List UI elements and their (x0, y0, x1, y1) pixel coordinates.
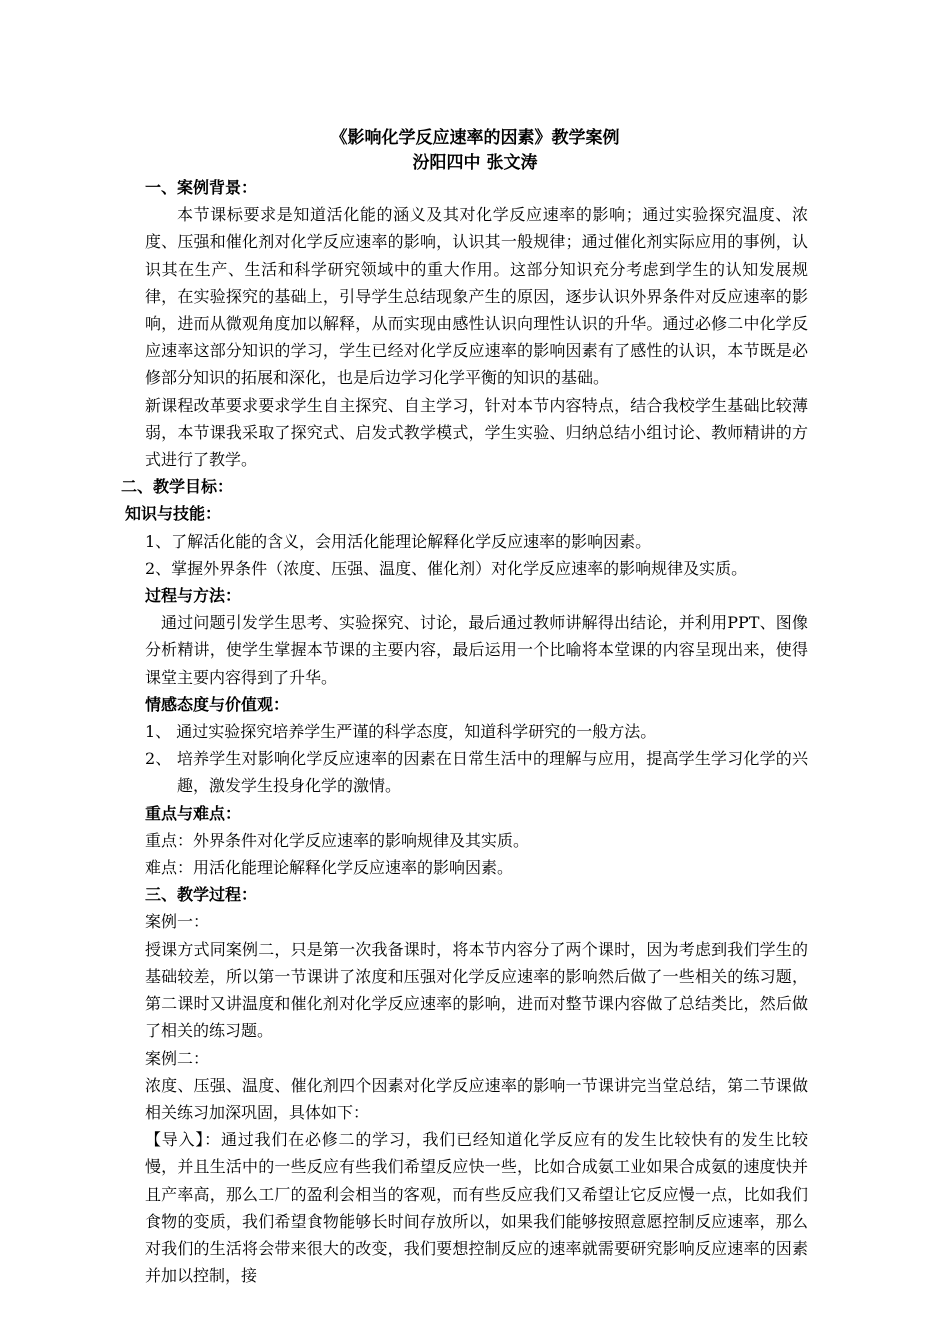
case2-label: 案例二： (145, 1048, 210, 1068)
heading-attitude: 情感态度与价值观： (145, 694, 290, 714)
attitude-item-1: 1、 通过实验探究培养学生严谨的科学态度，知道科学研究的一般方法。 (145, 722, 657, 742)
heading-knowledge: 知识与技能： (125, 504, 222, 524)
attitude-item-2: 2、 培养学生对影响化学反应速率的因素在日常生活中的理解与应用，提高学生学习化学的兴趣，激发学生投身化学的激情。 (145, 749, 808, 796)
knowledge-item-1: 1、了解活化能的含义，会用活化能理论解释化学反应速率的影响因素。 (145, 531, 652, 551)
document-title: 《影响化学反应速率的因素》教学案例 (330, 128, 620, 148)
difficult-point: 难点：用活化能理论解释化学反应速率的影响因素。 (145, 858, 514, 878)
document-author: 汾阳四中 张文涛 (412, 153, 538, 173)
heading-process-method: 过程与方法： (145, 586, 242, 606)
paragraph-intro: 【导入】：通过我们在必修二的学习，我们已经知道化学反应有的发生比较快有的发生比较慢，并且生活中的一些反应有些我们希望反应快一些，比如合成氨工业如果合成氨的速度快并且产率高，那么工厂的盈利会相当的客观，而有些反应我们又希望让它反应慢一点，比如我们食物的变质，我们希望食物能够长时间存放所以，如果我们能够按照意愿控制反应速率，那么对我们的生活将会带来很大的改变，我们要想控制反应的速率就需要研究影响反应速率的因素并加以控制，接 (145, 1130, 808, 1286)
heading-key-points: 重点与难点： (145, 803, 242, 823)
paragraph-background-1: 本节课标要求是知道活化能的涵义及其对化学反应速率的影响；通过实验探究温度、浓度、压强和催化剂对化学反应速率的影响，认识其一般规律；通过催化剂实际应用的事例，认识其在生产、生活和科学研究领域中的重大作用。这部分知识充分考虑到学生的认知发展规律，在实验探究的基础上，引导学生总结现象产生的原因，逐步认识外界条件对反应速率的影响，进而从微观角度加以解释，从而实现由感性认识向理性认识的升华。通过必修二中化学反应速率这部分知识的学习，学生已经对化学反应速率的影响因素有了感性的认识，本节既是必修部分知识的拓展和深化，也是后边学习化学平衡的知识的基础。 (145, 205, 808, 388)
heading-goals: 二、教学目标： (121, 477, 234, 497)
paragraph-case1: 授课方式同案例二，只是第一次我备课时，将本节内容分了两个课时，因为考虑到我们学生的基础较差，所以第一节课讲了浓度和压强对化学反应速率的影响然后做了一些相关的练习题，第二课时又讲温度和催化剂对化学反应速率的影响，进而对整节课内容做了总结类比，然后做了相关的练习题。 (145, 939, 808, 1041)
key-point: 重点：外界条件对化学反应速率的影响规律及其实质。 (145, 830, 530, 850)
case1-label: 案例一： (145, 912, 210, 932)
heading-teaching-process: 三、教学过程： (145, 885, 258, 905)
document-body (121, 174, 808, 1289)
heading-background: 一、案例背景： (145, 178, 258, 197)
paragraph-process-method: 通过问题引发学生思考、实验探究、讨论，最后通过教师讲解得出结论，并利用PPT、图像分析精讲，使学生掌握本节课的主要内容，最后运用一个比喻将本堂课的内容呈现出来，使得课堂主要内容得到了升华。 (145, 613, 808, 687)
knowledge-item-2: 2、掌握外界条件（浓度、压强、温度、催化剂）对化学反应速率的影响规律及实质。 (145, 558, 748, 578)
paragraph-background-2: 新课程改革要求要求学生自主探究、自主学习，针对本节内容特点，结合我校学生基础比较薄弱，本节课我采取了探究式、启发式教学模式，学生实验、归纳总结小组讨论、教师精讲的方式进行了教学。 (145, 395, 808, 470)
paragraph-case2: 浓度、压强、温度、催化剂四个因素对化学反应速率的影响一节课讲完当堂总结，第二节课做相关练习加深巩固，具体如下： (145, 1075, 808, 1122)
